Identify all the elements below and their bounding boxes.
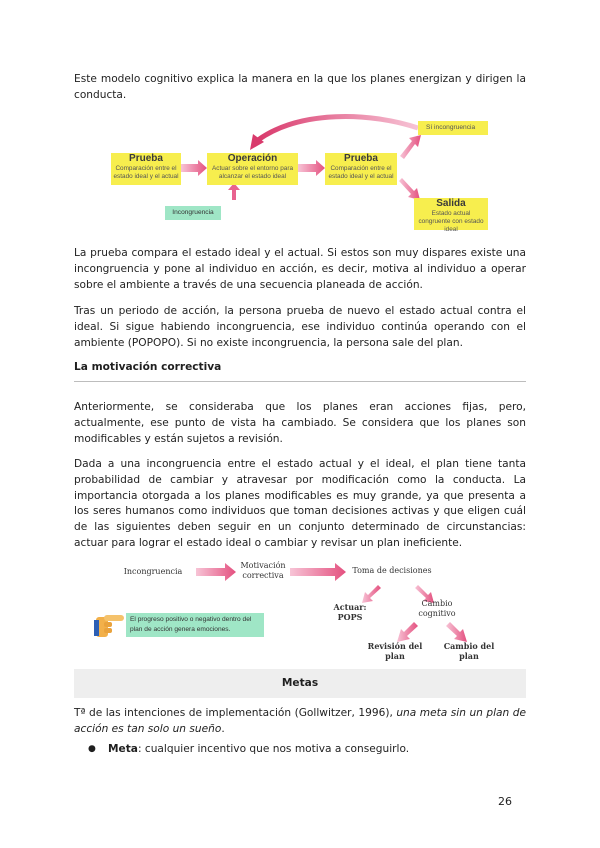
box-operacion — [207, 153, 298, 185]
arrow-prueba-operacion — [181, 160, 207, 176]
bullet-text: : cualquier incentivo que nos motiva a conseguirlo. — [137, 743, 410, 755]
arrow-d2-2 — [290, 563, 346, 581]
arrow-to-si-incongruencia — [400, 135, 421, 159]
metas-text: Tª de las intenciones de implementación (Gollwitzer, 1996), — [74, 707, 397, 719]
box-salida — [414, 198, 488, 233]
paragraph-periodo: Tras un periodo de acción, la persona prueba de nuevo el estado actual contra el ideal. Si sigue habiendo incongruencia, ese individuo continúa operando con el ambiente (POPOPO). Si no existe incongruencia, la persona sale del plan. — [74, 305, 526, 349]
arrow-d2-1 — [196, 563, 236, 581]
bullet-meta — [108, 742, 528, 758]
pointing-hand-icon — [94, 615, 124, 637]
arrow-incongruencia-up — [228, 183, 240, 200]
box-si-incongruencia — [418, 121, 488, 135]
arrow-d2-5 — [397, 622, 418, 642]
box-title: Prueba — [344, 153, 378, 164]
arrow-to-salida — [399, 178, 420, 200]
d2-incongruencia: Incongruencia — [123, 567, 183, 576]
box-prueba-2 — [325, 153, 397, 185]
arrow-d2-6 — [446, 622, 467, 642]
d2-cambio-cognitivo: Cambio cognitivo — [418, 599, 456, 618]
paragraph-anteriormente: Anteriormente, se consideraba que los planes eran acciones fijas, pero, actualmente, ese punto de vista ha cambiado. Se considera que los planes son modificables y están sujetos a revisión. — [74, 401, 526, 445]
box-text: Comparación entre el estado ideal y el actual — [113, 165, 179, 180]
bullet-term: Meta — [108, 743, 138, 755]
box-text: Sí incongruencia — [426, 124, 476, 131]
page-number: 26 — [498, 795, 512, 808]
box-text: Incongruencia — [172, 209, 214, 216]
bullet-dot: ● — [88, 744, 96, 754]
d2-cambio-plan: Cambio del plan — [443, 641, 495, 661]
arrow-curve-back — [258, 117, 418, 140]
section-title-motivacion: La motivación correctiva — [74, 361, 222, 373]
paragraph-metas — [74, 706, 526, 738]
paragraph-incongruencia: Dada a una incongruencia entre el estado actual y el ideal, el plan tiene tanta probabilidad de cambiar y atravesar por modificación como la conducta. La importancia otorgada a los planes modificables es muy grande, ya que presenta a los seres humanos como individuos que toman decisiones activas y que eligen cuál de las siguientes deben seguir en un conjunto determinado de circunstancias: actuar para lograr el estado ideal o cambiar y revisar un plan ineficiente. — [74, 458, 526, 549]
d2-toma-decisiones: Toma de decisiones — [352, 566, 432, 575]
box-title: Prueba — [129, 153, 163, 164]
box-text: Estado actual congruente con estado ideal — [418, 210, 484, 233]
metas-end: . — [221, 722, 225, 735]
section-divider — [74, 381, 526, 382]
metas-quote: una meta sin un plan de acción es tan solo un sueño — [74, 707, 526, 735]
box-incongruencia — [165, 206, 221, 220]
box-prueba-1 — [111, 153, 181, 185]
metas-header: Metas — [74, 669, 526, 698]
paragraph-prueba: La prueba compara el estado ideal y el actual. Si estos son muy dispares existe una incongruencia y pone al individuo en acción, es decir, motiva al individuo a operar sobre el ambiente a través de una secuencia planeada de acción. — [74, 247, 526, 291]
intro-paragraph: Este modelo cognitivo explica la manera en la que los planes energizan y dirigen la conducta. — [74, 73, 526, 101]
d2-revision: Revisión del plan — [367, 641, 423, 661]
d2-note-text: El progreso positivo o negativo dentro del plan de acción genera emociones. — [130, 616, 252, 633]
box-text: Actuar sobre el entorno para alcanzar el estado ideal — [212, 165, 293, 180]
box-text: Comparación entre el estado ideal y el actual — [328, 165, 394, 180]
d2-motivacion: Motivación correctiva — [240, 561, 286, 580]
box-title: Salida — [436, 198, 466, 209]
d2-note — [126, 613, 264, 637]
arrow-d2-3 — [362, 585, 381, 603]
arrow-operacion-prueba — [298, 160, 325, 176]
box-title: Operación — [227, 153, 278, 164]
d2-actuar: Actuar: POPS — [333, 602, 367, 622]
